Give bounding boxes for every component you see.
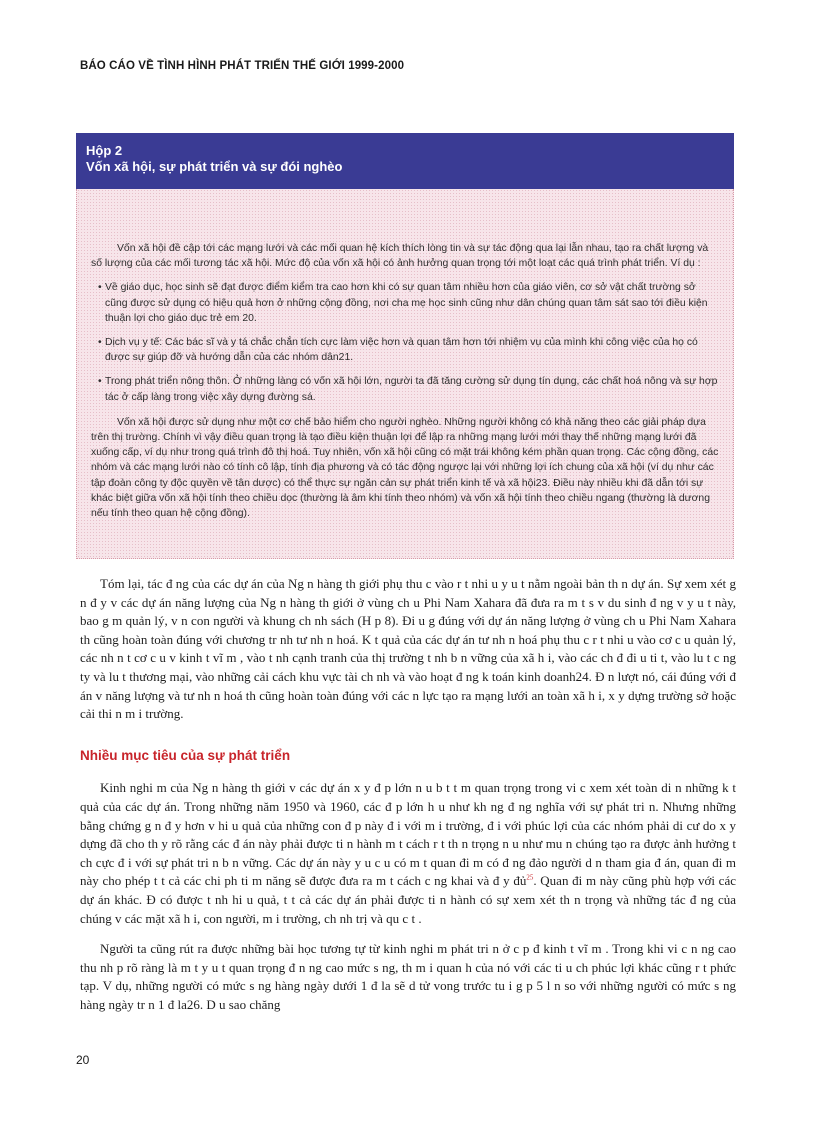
box-closing: Vốn xã hội được sử dụng như một cơ chế bảo hiểm cho người nghèo. Những người không có khả năng theo các giải pháp dựa trên thị trường. Chính vì vậy điều quan trọng là tạo điều kiện thuận lợi để lập ra những mạng lưới mới thay thế những mạng lưới đã xuống cấp, ví dụ như trong quá trình đô thị hoá. Tuy nhiên, vốn xã hội cũng có mặt trái không kém phần quan trọng. Các cộng đồng, các nhóm và các mạng lưới nào có tính cô lập, tính địa phương và có tác động ngược lại với những lợi ích chung của xã hội (ví dụ như các tập đoàn công ty độc quyền về tân dược) có thể thực sự ngăn cản sự phát triển kinh tế và xã hội23. Điều này nhiều khi đã dẫn tới sự khác biệt giữa vốn xã hội tính theo chiều dọc (thường là âm khi tính theo nhóm) và vốn xã hội tính theo chiều ngang (thường là dương nếu tính theo quan hệ cộng đồng).	[91, 416, 719, 520]
box-header	[76, 133, 734, 189]
bullet-text: Dịch vụ y tế: Các bác sĩ và y tá chắc chắn tích cực làm việc hơn và quan tâm hơn tới nhiệm vụ của mình khi công việc của họ có được sự giúp đỡ và hướng dẫn của các nhóm dân21.	[105, 337, 698, 364]
bullet-icon: •	[98, 376, 102, 388]
page-number: 20	[76, 1053, 90, 1067]
box-bullet	[91, 374, 719, 404]
box-bullet	[91, 280, 719, 326]
bullet-text: Về giáo dục, học sinh sẽ đạt được điểm kiểm tra cao hơn khi có sự quan tâm nhiều hơn của giáo viên, cơ sở vật chất trường sở cũng được sử dụng có hiệu quả hơn ở những cộng đồng, nơi cha mẹ học sinh cũng như dân chúng quan tâm sát sao tới điều kiện thuận lợi cho giáo dục trẻ em 20.	[105, 282, 708, 324]
box-label: Hộp 2	[86, 143, 123, 158]
paragraph-2-text: Kinh nghi m của Ng n hàng th giới v các dự án x y đ p lớn n u b t t m quan trọng trong vi c xem xét toàn di n những k t quả của các dự án. Trong những năm 1950 và 1960, các đ p lớn h u như kh ng đ ng nghĩa với sự phát tri n. Nhưng những bằng chứng g n đ y hơn v hi u quả của những con đ p này đ i với m i trường, đ i với phúc lợi của các nhóm phải di cư do x y dựng đã cho th y rõ rằng các đ án này phải được ti n hành m t cách r t th n trọng n u như mu n chúng tạo ra được ảnh hưởng t ch cực đ i với sự phát tri n b n vững. Các dự án này y u c u có m t quan đi m có đ ng đảo người d n tham gia đ án, quan đi m này cho phép t t cả các chi ph ti m năng sẽ được đưa ra m t cách c ng khai và đ y đủ	[80, 780, 736, 889]
sidebar-box	[76, 133, 734, 559]
section-heading: Nhiều mục tiêu của sự phát triển	[80, 747, 291, 763]
box-bullet	[91, 335, 719, 365]
bullet-icon: •	[98, 337, 102, 349]
box-body	[76, 189, 734, 559]
bullet-icon: •	[98, 282, 102, 294]
paragraph-2	[80, 779, 736, 928]
box-intro: Vốn xã hội đề cập tới các mạng lưới và các mối quan hệ kích thích lòng tin và sự tác động qua lại lẫn nhau, tạo ra chất lượng và số lượng của các mối tương tác xã hội. Mức độ của vốn xã hội có ảnh hưởng quan trọng tới một loạt các quá trình phát triển. Ví dụ :	[91, 243, 709, 270]
paragraph-2-tail: . Quan đi m này cũng phù hợp với các dự án khác. Đ có được t nh hi u quả, t t cả các dự án phải được ti n hành có sự xem xét th n trọng và những tác đ ng của chúng v các mặt xã h i, con người, m i trường, ch nh trị và qu c t .	[80, 873, 736, 926]
running-header: BÁO CÁO VỀ TÌNH HÌNH PHÁT TRIỂN THẾ GIỚI 1999-2000	[80, 60, 405, 72]
paragraph-1: Tóm lại, tác đ ng của các dự án của Ng n hàng th giới phụ thu c vào r t nhi u y u t nằm ngoài bản th n dự án. Sự xem xét g n đ y v các dự án năng lượng của Ng n hàng th giới ở vùng ch u Phi Nam Xahara đã đưa ra m t s v du sinh đ ng v y u t này, bao g m quản lý, v n con người và khung ch nh sách (H p 8). Đi u g đúng với dự án năng lượng ở vùng ch u Phi Nam Xahara th cũng hoàn toàn đúng với chương tr nh tư nh n hoá. K t quả của các dự án tư nh n hoá phụ thu c r t nhi u vào cơ c u quản lý, các nh n t cơ c u v kinh t vĩ m , vào t nh cạnh tranh của thị trường t nh b n vững của xã h i, vào các ch đ đi u ti t, vào lu t c ng ty và lu t thương mại, vào những cải cách khu vực tài ch nh và vào hoạt đ ng k toán kinh doanh24. Đ n lượt nó, cái đúng với đ án v năng lượng và tư nh n hoá th cũng hoàn toàn đúng với các n lực tạo ra mạng lưới an toàn xã h i, x y dựng trường sở hoặc cải thi n m i trường.	[80, 576, 736, 722]
box-title: Vốn xã hội, sự phát triển và sự đói nghèo	[86, 159, 343, 174]
main-text	[80, 575, 736, 1014]
paragraph-3: Người ta cũng rút ra được những bài học tương tự từ kinh nghi m phát tri n ở c p đ kinh t vĩ m . Trong khi vi c n ng cao thu nh p rõ ràng là m t y u t quan trọng đ n ng cao mức s ng, th m i quan h của nó với các ti u ch phúc lợi khác cũng r t phức tạp. V dụ, những người có mức s ng hàng ngày dưới 1 đ la sẽ d tử vong trước tu i g p 5 l n so với những người có mức s ng hàng ngày tr n 1 đ la26. D u sao chăng	[80, 941, 736, 1012]
bullet-text: Trong phát triển nông thôn. Ở những làng có vốn xã hội lớn, người ta đã tăng cường sử dụng tín dụng, các chất hoá nông và sự hợp tác ở cấp làng trong việc xây dựng đường sá.	[105, 376, 718, 403]
footnote-ref: 25	[526, 873, 534, 882]
